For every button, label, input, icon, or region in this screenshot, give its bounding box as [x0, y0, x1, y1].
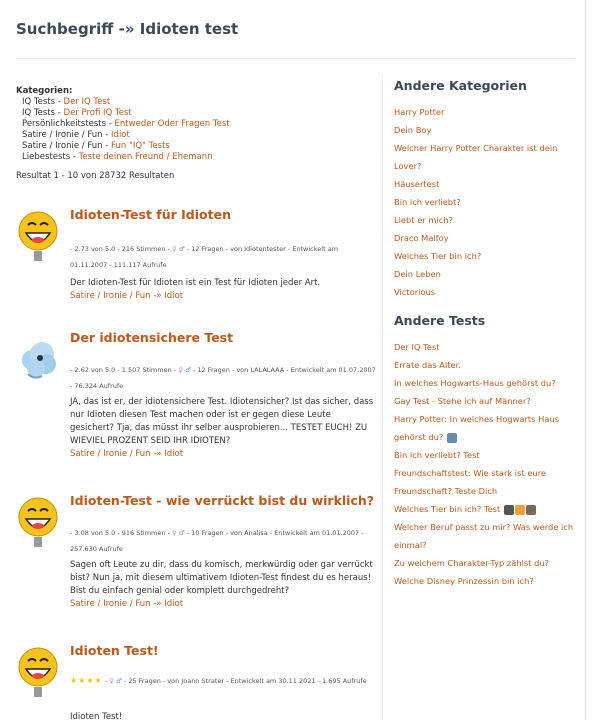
sidebar-link[interactable]: In welches Hogwarts-Haus gehörst du? [394, 378, 556, 388]
entry-category-link[interactable]: Satire / Ironie / Fun -» Idiot [70, 449, 184, 459]
sidebar-link[interactable]: Dein Leben [394, 269, 441, 279]
female-icon: ♀ [109, 677, 114, 685]
category-line [16, 130, 376, 141]
monkey-emoji-icon [504, 505, 514, 515]
female-icon: ♀ [178, 366, 183, 374]
category-line [16, 108, 376, 119]
laughing-face-icon [16, 493, 60, 553]
entry-description [70, 559, 374, 611]
sidebar-link[interactable]: Welche Disney Prinzessin bin ich? [394, 576, 534, 586]
sidebar-link[interactable]: Dein Boy [394, 125, 432, 135]
sidebar-link[interactable]: Liebt er mich? [394, 215, 453, 225]
result-entry [16, 643, 376, 720]
result-entry [16, 493, 376, 623]
category-link[interactable]: Der IQ Test [63, 97, 111, 107]
category-line [16, 97, 376, 108]
cat-emoji-icon [515, 505, 525, 515]
entry-title[interactable]: Idioten Test! [70, 643, 159, 658]
wizard-emoji-icon [447, 433, 457, 443]
category-type: IQ Tests - [22, 97, 64, 107]
laughing-face-icon [16, 207, 60, 267]
entry-meta [70, 525, 376, 557]
other-tests-heading: Andere Tests [394, 313, 486, 328]
result-entry [16, 207, 376, 307]
category-type: Liebestests - [22, 152, 79, 162]
other-categories-list [394, 103, 580, 301]
entry-meta [70, 362, 376, 394]
sidebar-link[interactable]: Welcher Harry Potter Charakter ist dein Lover? [394, 143, 558, 171]
sidebar-link[interactable]: Victorious [394, 287, 436, 297]
sidebar-link[interactable]: Welches Tier bin ich? [394, 251, 482, 261]
entry-category-link[interactable]: Satire / Ironie / Fun -» Idiot [70, 291, 184, 301]
sidebar-link-text: Harry Potter: In welches Hogwarts Haus gehörst du? [394, 414, 560, 442]
sidebar-link[interactable] [394, 410, 580, 446]
male-icon: ♂ [178, 529, 185, 537]
sidebar-link[interactable]: Welcher Beruf passt zu mir? Was werde ich einmal? [394, 522, 574, 550]
entry-details: - 12 Fragen - von LALALAAA - Entwickelt am 01.07.2007 - 76.324 Aufrufe [70, 366, 376, 390]
blue-fluffy-creature-icon [16, 330, 60, 390]
category-link[interactable]: Entweder Oder Fragen Test [114, 119, 230, 129]
sidebar-link[interactable] [394, 500, 580, 518]
other-categories-heading: Andere Kategorien [394, 78, 527, 93]
sidebar-link[interactable]: Freundschaftstest: Wie stark ist eure Freundschaft? Teste Dich [394, 468, 547, 496]
entry-rating: - 2.73 von 5.0 - 216 Stimmen - [70, 245, 172, 253]
entry-meta [70, 241, 376, 273]
sidebar-link[interactable]: Der IQ Test [394, 342, 440, 352]
category-link[interactable]: Der Profi IQ Test [63, 108, 132, 118]
result-count: Resultat 1 - 10 von 28732 Resultaten [16, 171, 175, 181]
category-type: Satire / Ironie / Fun - [22, 141, 112, 151]
sidebar-divider [382, 74, 383, 720]
male-icon: ♂ [178, 245, 185, 253]
sidebar-link[interactable]: Errate das Alter. [394, 360, 461, 370]
main-column [16, 86, 376, 181]
star-rating-icon: ★★★★ [70, 676, 103, 685]
category-type: Persönlichkeitstests - [22, 119, 115, 129]
page-title: Suchbegriff -» Idioten test [16, 20, 239, 38]
entry-description [70, 396, 374, 461]
entry-desc-text: Sagen oft Leute zu dir, dass du komisch, merkwürdig oder gar verrückt bist? Nun ja, mit diesem ultimativem Idioten-Test findest du es heraus! Bist du einfach genial oder komplett durchgedreht? [70, 560, 373, 596]
sidebar-link[interactable]: Zu welchem Charakter-Typ zählst du? [394, 558, 550, 568]
entry-title[interactable]: Idioten-Test - wie verrückt bist du wirklich? [70, 493, 375, 508]
entry-desc-text: Der Idioten-Test für Idioten ist ein Test für Idioten jeder Art. [70, 278, 321, 288]
male-icon: ♂ [185, 366, 191, 374]
entry-rating: - 3.08 von 5.0 - 916 Stimmen - [70, 529, 172, 537]
sidebar-link[interactable]: Bin ich verliebt? Test [394, 450, 480, 460]
sidebar-link[interactable]: Harry Potter [394, 107, 445, 117]
entry-desc-text: JA, das ist er, der idiotensichere Test. Idiotensicher? Ist das sicher, dass nur Idioten diesen Test machen oder ist er gegen diese Leute gesichert? Tja, das müsst ihr selber ausprobieren... TESTET EUCH! ZU WIEVIEL PROZENT SEID IHR IDIOTEN? [70, 397, 374, 446]
entry-description [70, 277, 374, 303]
entry-details: - 25 Fragen - von Joann Strater - Entwickelt am 30.11.2021 - 1.695 Aufrufe [121, 677, 367, 685]
entry-description [70, 711, 374, 720]
category-line [16, 152, 376, 163]
laughing-face-icon [16, 643, 60, 703]
categories-box [16, 86, 376, 163]
result-entry [16, 330, 376, 470]
category-link[interactable]: Fun "IQ" Tests [111, 141, 170, 151]
categories-heading: Kategorien: [16, 86, 73, 96]
sidebar-link[interactable]: Gay Test - Stehe ich auf Männer? [394, 396, 531, 406]
male-icon: ♂ [116, 677, 122, 685]
entry-desc-text: Idioten Test! [70, 712, 123, 720]
sidebar-link[interactable]: Draco Malfoy [394, 233, 449, 243]
category-type: Satire / Ironie / Fun - [22, 130, 112, 140]
sidebar-link[interactable]: Bin ich verliebt? [394, 197, 461, 207]
other-tests-list [394, 338, 580, 590]
entry-category-link[interactable]: Satire / Ironie / Fun -» Idiot [70, 599, 184, 609]
sidebar-link-text: Welches Tier bin ich? Test [394, 504, 501, 514]
category-line [16, 141, 376, 152]
female-icon: ♀ [172, 529, 177, 537]
entry-details: - 10 Fragen - von Analisa - Entwickelt am 01.01.2007 - 257.630 Aufrufe [70, 529, 364, 553]
entry-details: - 12 Fragen - von Idiotentester - Entwickelt am 01.11.2007 - 111.117 Aufrufe [70, 245, 339, 269]
entry-meta [70, 673, 376, 689]
female-icon: ♀ [172, 245, 177, 253]
entry-title[interactable]: Idioten-Test für Idioten [70, 207, 231, 222]
category-link[interactable]: Idiot [111, 130, 130, 140]
category-link[interactable]: Teste deinen Freund / Ehemann [78, 152, 213, 162]
entry-rating: - 2.62 von 5.0 - 1.507 Stimmen - [70, 366, 179, 374]
title-divider [16, 58, 575, 59]
sidebar-link[interactable]: Häusertest [394, 179, 440, 189]
entry-rating: - [102, 677, 110, 685]
entry-title[interactable]: Der idiotensichere Test [70, 330, 234, 345]
bird-emoji-icon [526, 505, 536, 515]
category-line [16, 119, 376, 130]
category-type: IQ Tests - [22, 108, 64, 118]
sidebar [394, 78, 580, 590]
